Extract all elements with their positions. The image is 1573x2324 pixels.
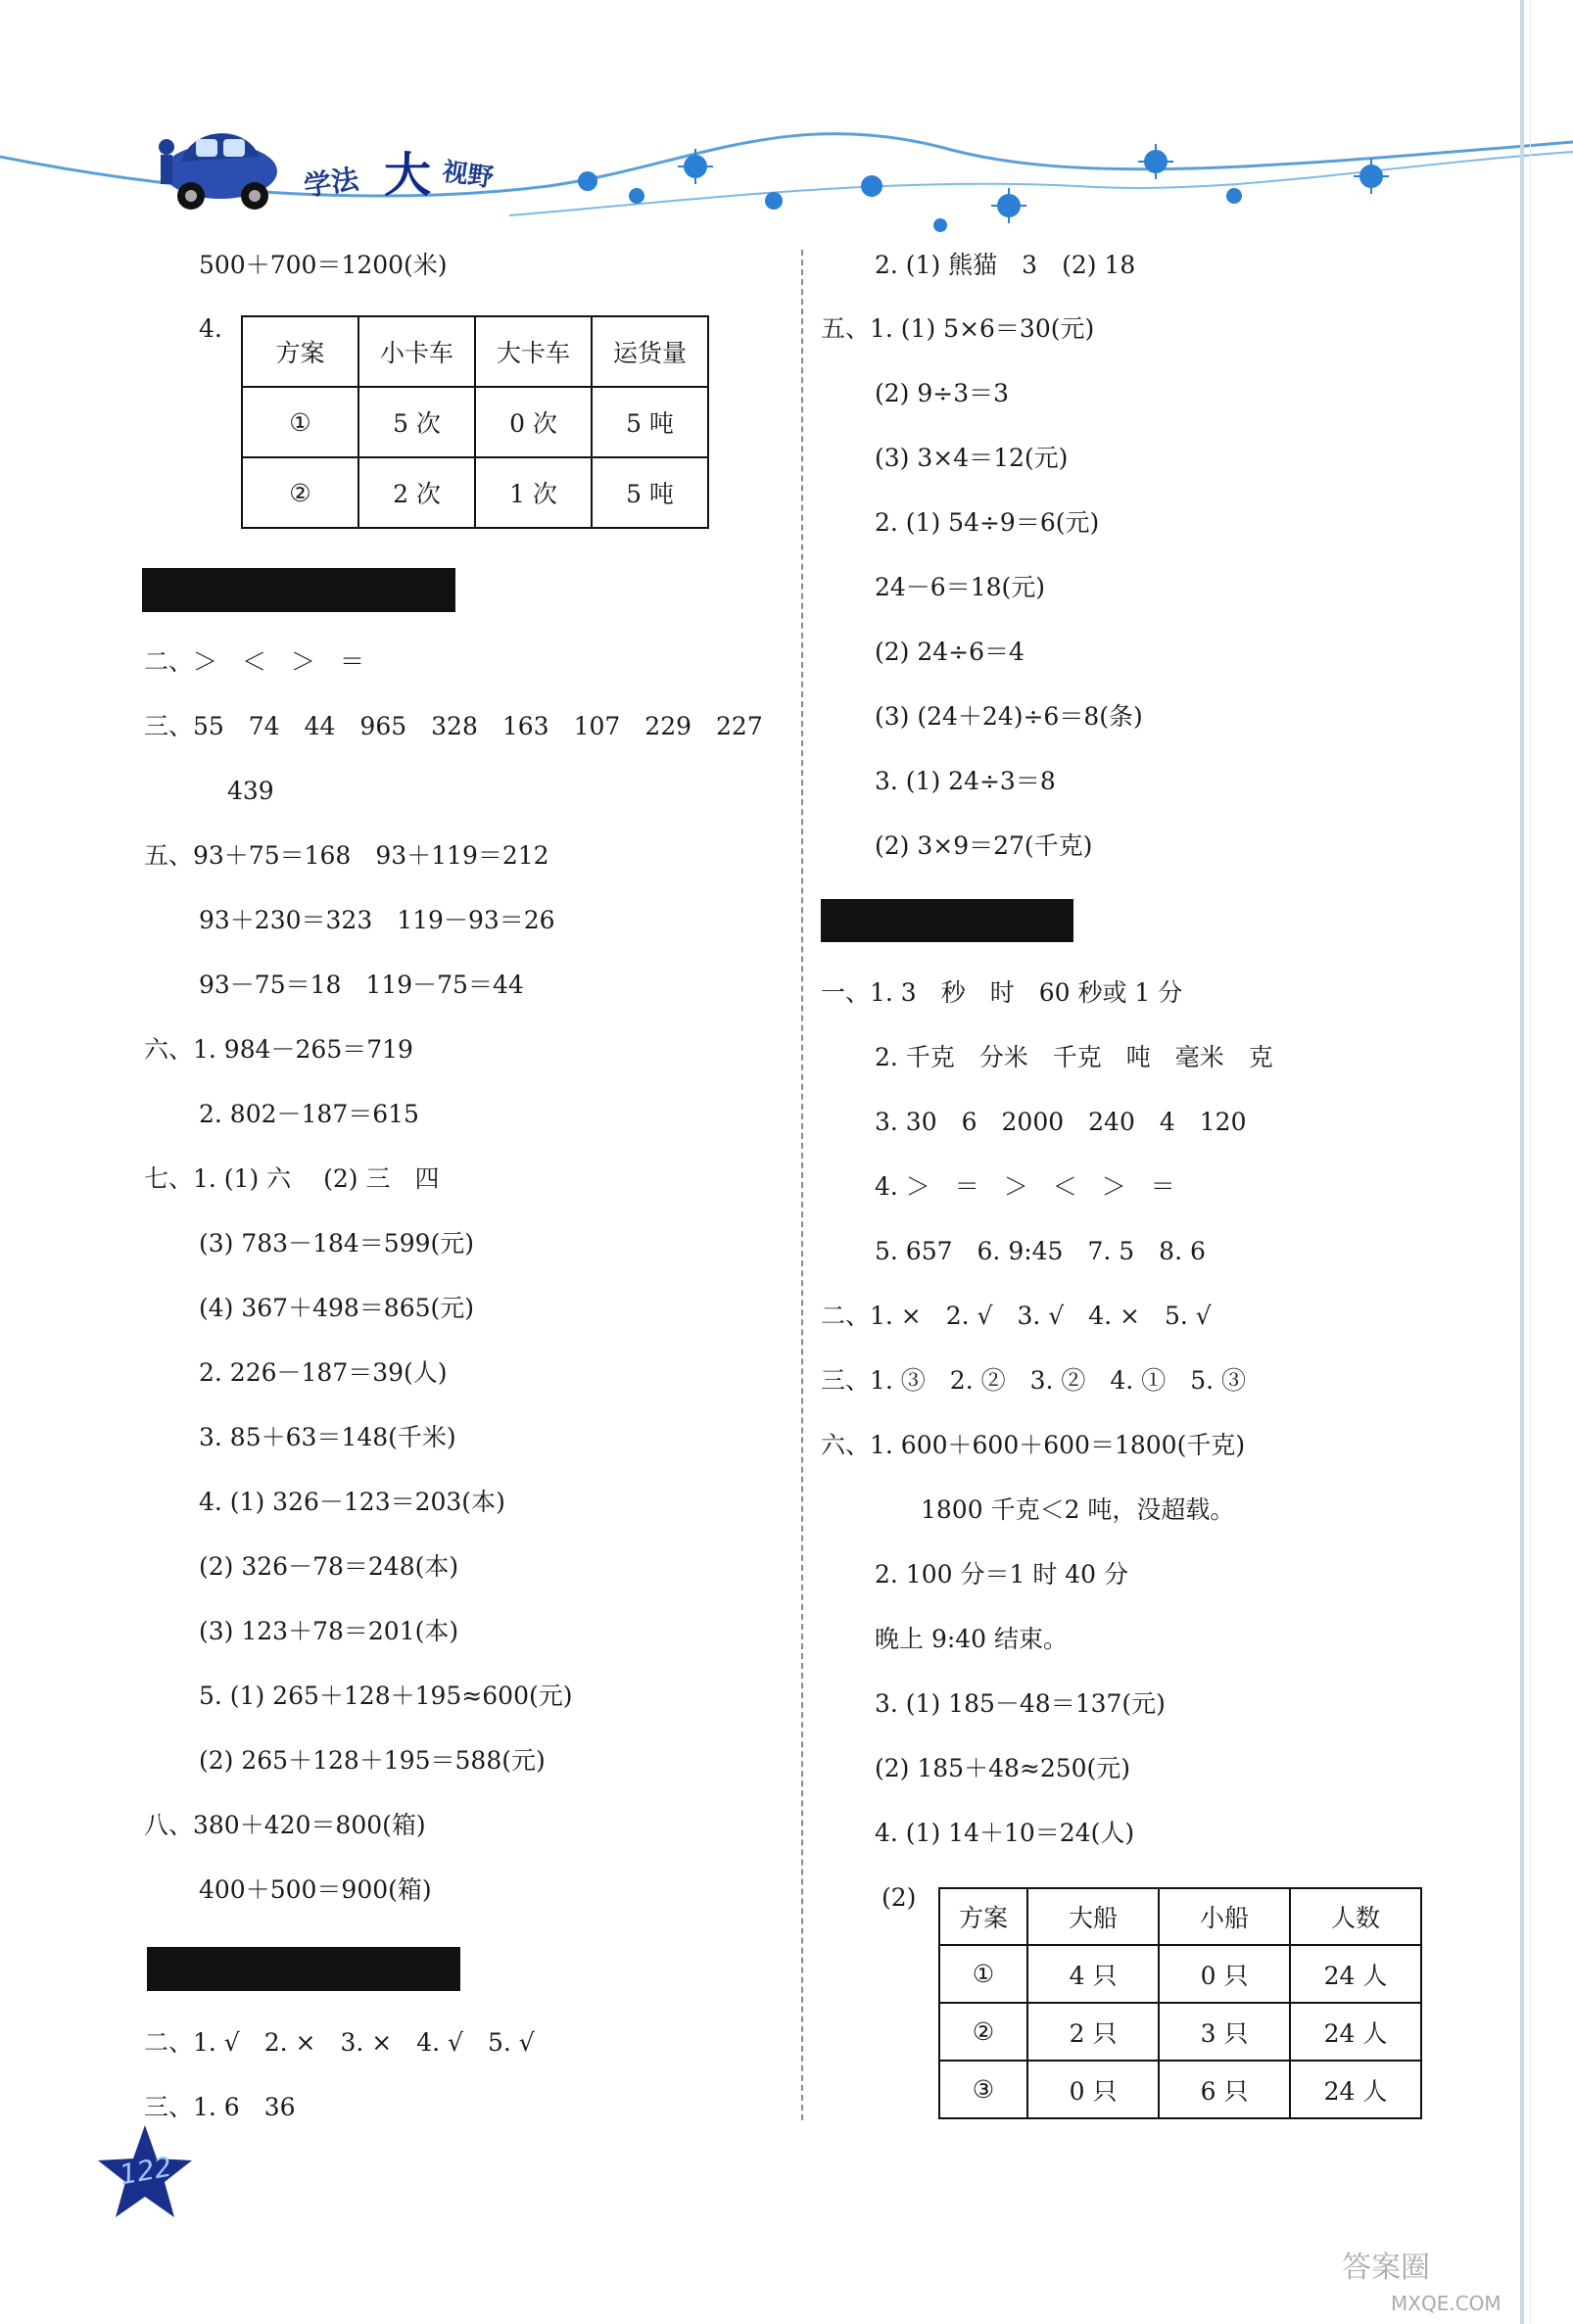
answer-line: 5. 657 6. 9:45 7. 5 8. 6 (875, 1237, 1206, 1265)
table-cell: 0 只 (1027, 2061, 1159, 2118)
table-header-cell: 方案 (939, 1888, 1027, 1945)
answer-line: 439 (227, 777, 274, 805)
answer-line: 八、380＋420＝800(箱) (144, 1811, 426, 1839)
answer-line: (3) (24＋24)÷6＝8(条) (875, 702, 1143, 731)
answer-table-boats (938, 1887, 1422, 2119)
table-cell: 3 只 (1159, 2003, 1290, 2061)
table-header-cell: 运货量 (592, 316, 708, 387)
page-header-banner (0, 108, 1573, 235)
answer-line: (2) 185＋48≈250(元) (875, 1754, 1131, 1782)
table-cell: ① (242, 387, 358, 457)
answer-line: 2. 802－187＝615 (199, 1100, 419, 1128)
question-number: 4. (199, 314, 222, 343)
answer-line: 五、1. (1) 5×6＝30(元) (821, 314, 1095, 343)
answer-line: (2) 9÷3＝3 (875, 379, 1010, 407)
redacted-section-heading (821, 899, 1073, 942)
page-edge-line (1520, 0, 1524, 2324)
table-cell: 4 只 (1027, 1945, 1159, 2003)
answer-line: 2. (1) 熊猫 3 (2) 18 (875, 251, 1136, 279)
table-cell: 6 只 (1159, 2061, 1290, 2118)
answer-line: (4) 367＋498＝865(元) (199, 1294, 475, 1322)
watermark-text: 答案圈 (1342, 2251, 1430, 2285)
table-header-cell: 方案 (242, 316, 358, 387)
table-header-cell: 小船 (1159, 1888, 1290, 1945)
answer-line: 93＋230＝323 119－93＝26 (199, 906, 555, 934)
answer-line: 二、1. × 2. √ 3. √ 4. × 5. √ (821, 1302, 1212, 1330)
table-cell: 0 只 (1159, 1945, 1290, 2003)
table-cell: 24 人 (1290, 2061, 1421, 2118)
table-cell: 24 人 (1290, 2003, 1421, 2061)
answer-line: 4. ＞ ＝ ＞ ＜ ＞ ＝ (875, 1172, 1175, 1201)
answer-line: 93－75＝18 119－75＝44 (199, 971, 524, 999)
table-cell: 5 次 (358, 387, 475, 457)
answer-line: 2. 100 分＝1 时 40 分 (875, 1560, 1129, 1589)
answer-line: 3. 30 6 2000 240 4 120 (875, 1108, 1247, 1136)
answer-line: 4. (1) 14＋10＝24(人) (875, 1819, 1135, 1847)
answer-line: (3) 783－184＝599(元) (199, 1229, 475, 1257)
answer-line: 晚上 9:40 结束。 (875, 1625, 1069, 1653)
answer-line: (2) 326－78＝248(本) (199, 1552, 459, 1581)
answer-line: 五、93＋75＝168 93＋119＝212 (144, 841, 549, 870)
table-cell: ② (939, 2003, 1027, 2061)
answer-line: 5. (1) 265＋128＋195≈600(元) (199, 1682, 573, 1710)
answer-line: 一、1. 3 秒 时 60 秒或 1 分 (821, 978, 1183, 1007)
table-header-cell: 小卡车 (358, 316, 475, 387)
answer-line: 三、55 74 44 965 328 163 107 229 227 (144, 712, 763, 740)
answer-line: 4. (1) 326－123＝203(本) (199, 1488, 505, 1516)
answer-line: 1800 千克＜2 吨，没超载。 (921, 1495, 1235, 1524)
page-edge-line-thin (1530, 0, 1531, 2324)
redacted-section-heading (142, 568, 455, 612)
answer-line: 500＋700＝1200(米) (199, 251, 448, 279)
answer-line: 3. (1) 185－48＝137(元) (875, 1689, 1166, 1718)
table-header-cell: 人数 (1290, 1888, 1421, 1945)
answer-line: 3. 85＋63＝148(千米) (199, 1423, 456, 1451)
answer-line: (2) 265＋128＋195＝588(元) (199, 1746, 546, 1775)
logo-text-vision: 视野 (440, 157, 496, 194)
answer-line: 2. 226－187＝39(人) (199, 1358, 448, 1387)
table-header-cell: 大船 (1027, 1888, 1159, 1945)
table-header-cell: 大卡车 (475, 316, 592, 387)
watermark-url: MXQE.COM (1391, 2292, 1502, 2315)
answer-line: 二、1. √ 2. × 3. × 4. √ 5. √ (144, 2028, 535, 2057)
answer-line: (3) 123＋78＝201(本) (199, 1617, 459, 1645)
table-cell: 1 次 (475, 457, 592, 528)
page-number: 122 (117, 2150, 174, 2192)
table-cell: ③ (939, 2061, 1027, 2118)
answer-table-trucks (241, 315, 709, 529)
answer-line: 24－6＝18(元) (875, 573, 1046, 601)
table-cell: ② (242, 457, 358, 528)
logo-text-big: 大 (384, 148, 432, 203)
logo-text-learning: 学法 (302, 163, 361, 203)
answer-line: 六、1. 984－265＝719 (144, 1035, 413, 1064)
answer-line: 3. (1) 24÷3＝8 (875, 767, 1056, 795)
table-cell: 2 只 (1027, 2003, 1159, 2061)
answer-line: 2. 千克 分米 千克 吨 毫米 克 (875, 1043, 1273, 1071)
answer-line: 400＋500＝900(箱) (199, 1875, 432, 1904)
redacted-section-heading (147, 1947, 460, 1991)
answer-line: 六、1. 600＋600＋600＝1800(千克) (821, 1431, 1246, 1459)
table-cell: ① (939, 1945, 1027, 2003)
snowflake-decoration-icons (548, 127, 1430, 235)
car-icon (137, 108, 284, 215)
answer-line: 三、1. 6 36 (144, 2093, 296, 2121)
answer-line: (2) 3×9＝27(千克) (875, 831, 1093, 860)
answer-line: (3) 3×4＝12(元) (875, 444, 1069, 472)
table-cell: 2 次 (358, 457, 475, 528)
table-cell: 24 人 (1290, 1945, 1421, 2003)
answer-line: 七、1. (1) 六 (2) 三 四 (144, 1164, 440, 1193)
answer-line: 三、1. ③ 2. ② 3. ② 4. ① 5. ③ (821, 1366, 1246, 1395)
table-cell: 0 次 (475, 387, 592, 457)
table-cell: 5 吨 (592, 457, 708, 528)
answer-line: 二、＞ ＜ ＞ ＝ (144, 647, 365, 676)
answer-line: (2) (882, 1883, 917, 1912)
table-cell: 5 吨 (592, 387, 708, 457)
answer-line: 2. (1) 54÷9＝6(元) (875, 508, 1100, 537)
answer-line: (2) 24÷6＝4 (875, 638, 1025, 666)
column-divider (801, 250, 803, 2120)
